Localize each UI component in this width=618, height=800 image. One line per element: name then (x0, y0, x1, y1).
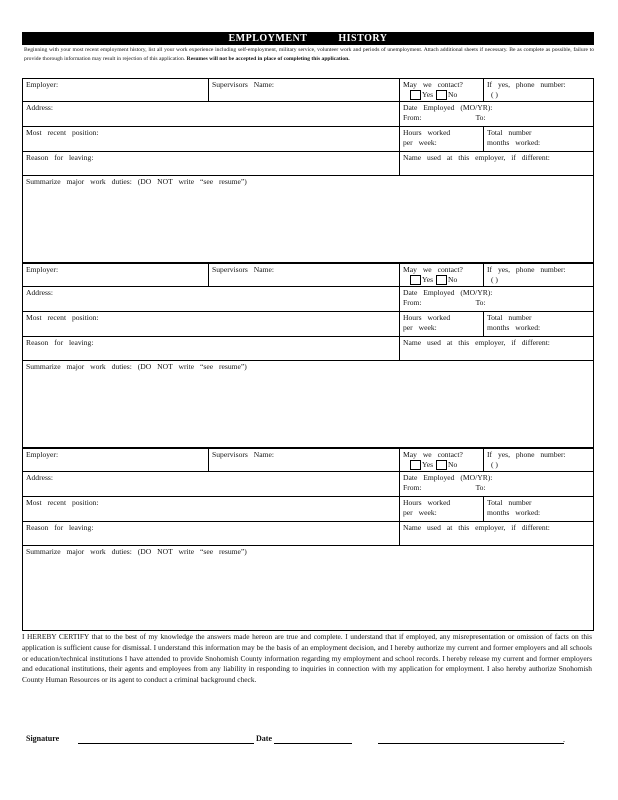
no-checkbox[interactable] (436, 460, 447, 470)
yes-label: Yes (422, 274, 434, 284)
reason-field[interactable] (23, 152, 400, 175)
date-employed-label: Date Employed (MO/YR): (403, 103, 493, 112)
may-contact-label: May we contact? (403, 265, 463, 274)
months-field[interactable] (484, 497, 593, 521)
employer-label: Employer: (26, 80, 59, 89)
to-label: To: (475, 297, 486, 307)
reason-field[interactable] (23, 522, 400, 545)
employment-block-1 (22, 79, 594, 263)
position-label: Most recent position: (26, 313, 99, 322)
may-contact-field (400, 79, 484, 101)
signature-line[interactable] (78, 743, 254, 744)
months-label: months worked: (487, 322, 541, 332)
to-label: To: (475, 482, 486, 492)
name-used-field[interactable] (400, 152, 593, 175)
address-label: Address: (26, 103, 53, 112)
employment-form (22, 78, 594, 631)
position-field[interactable] (23, 312, 400, 336)
yes-checkbox[interactable] (410, 460, 421, 470)
date-label: Date (256, 734, 272, 743)
employer-label: Employer: (26, 265, 59, 274)
reason-label: Reason for leaving: (26, 338, 94, 347)
supervisor-label: Supervisors Name: (212, 265, 274, 274)
name-used-field[interactable] (400, 337, 593, 360)
may-contact-label: May we contact? (403, 450, 463, 459)
date-employed-field[interactable] (400, 472, 593, 496)
employer-label: Employer: (26, 450, 59, 459)
months-label: months worked: (487, 137, 541, 147)
may-contact-field (400, 449, 484, 471)
may-contact-label: May we contact? (403, 80, 463, 89)
no-label: No (447, 459, 458, 469)
instructions-text: Beginning with your most recent employment history, list all your work experience including self-employment, military service, volunteer work and periods of unemployment. Attach additional sheets if necessary. Be as complete as possible, failure to provide thorough information may result in rejection of this application. (24, 47, 594, 62)
phone-label: If yes, phone number: (487, 80, 566, 89)
supervisor-label: Supervisors Name: (212, 450, 274, 459)
employment-block-3 (22, 448, 594, 631)
no-label: No (447, 274, 458, 284)
duties-field[interactable] (23, 176, 593, 262)
reason-field[interactable] (23, 337, 400, 360)
per-week-label: per week: (403, 507, 437, 517)
total-label: Total number (487, 313, 532, 322)
employer-field[interactable] (23, 449, 209, 471)
date-value-line[interactable] (378, 743, 564, 744)
hours-label: Hours worked (403, 313, 451, 322)
phone-field[interactable] (484, 449, 593, 471)
position-field[interactable] (23, 497, 400, 521)
address-label: Address: (26, 473, 53, 482)
phone-label: If yes, phone number: (487, 450, 566, 459)
per-week-label: per week: (403, 137, 437, 147)
to-label: To: (475, 112, 486, 122)
yes-checkbox[interactable] (410, 275, 421, 285)
title-word-history: HISTORY (338, 33, 388, 44)
from-label: From: (403, 482, 422, 492)
name-used-field[interactable] (400, 522, 593, 545)
date-employed-field[interactable] (400, 287, 593, 311)
total-label: Total number (487, 128, 532, 137)
phone-paren: ( ) (491, 459, 498, 469)
yes-checkbox[interactable] (410, 90, 421, 100)
address-field[interactable] (23, 287, 400, 311)
position-label: Most recent position: (26, 498, 99, 507)
address-label: Address: (26, 288, 53, 297)
name-used-label: Name used at this employer, if different: (403, 523, 550, 532)
name-used-label: Name used at this employer, if different: (403, 338, 550, 347)
phone-label: If yes, phone number: (487, 265, 566, 274)
instructions-bold: Resumes will not be accepted in place of completing this application. (186, 55, 350, 62)
employer-field[interactable] (23, 79, 209, 101)
months-field[interactable] (484, 127, 593, 151)
address-field[interactable] (23, 102, 400, 126)
duties-field[interactable] (23, 546, 593, 630)
no-checkbox[interactable] (436, 275, 447, 285)
title-word-employment: EMPLOYMENT (228, 33, 308, 44)
months-field[interactable] (484, 312, 593, 336)
duties-label: Summarize major work duties: (DO NOT write “see resume”) (26, 177, 247, 186)
end-mark: . (563, 735, 565, 744)
hours-label: Hours worked (403, 498, 451, 507)
total-label: Total number (487, 498, 532, 507)
supervisor-field[interactable] (209, 79, 400, 101)
instructions (24, 46, 594, 63)
supervisor-label: Supervisors Name: (212, 80, 274, 89)
signature-label: Signature (26, 734, 60, 743)
hours-label: Hours worked (403, 128, 451, 137)
yes-label: Yes (422, 89, 434, 99)
duties-label: Summarize major work duties: (DO NOT write “see resume”) (26, 362, 247, 371)
section-title (22, 32, 594, 45)
hours-field[interactable] (400, 312, 484, 336)
name-used-label: Name used at this employer, if different: (403, 153, 550, 162)
per-week-label: per week: (403, 322, 437, 332)
from-label: From: (403, 297, 422, 307)
hours-field[interactable] (400, 497, 484, 521)
reason-label: Reason for leaving: (26, 153, 94, 162)
no-label: No (447, 89, 458, 99)
hours-field[interactable] (400, 127, 484, 151)
duties-field[interactable] (23, 361, 593, 447)
certification-text: I HEREBY CERTIFY that to the best of my knowledge the answers made hereon are true and complete. I understand that if employed, any misrepresentation or omission of facts on this application is sufficient cause for dismissal. I understand this information may be the basis of an employment decision, and I hereby authorize my current and former employers and all schools or education/technical institutions I have attended to provide Snohomish County information regarding my employment and school records. I hereby release my current and former employers and educational institutions, their agents and employees from any liability in responding to inquiries in connection with my application for employment. I also hereby authorize Snohomish County Human Resources or its agent to conduct a criminal background check. (22, 632, 592, 685)
phone-paren: ( ) (491, 89, 498, 99)
phone-field[interactable] (484, 264, 593, 286)
date-employed-label: Date Employed (MO/YR): (403, 473, 493, 482)
address-field[interactable] (23, 472, 400, 496)
from-label: From: (403, 112, 422, 122)
no-checkbox[interactable] (436, 90, 447, 100)
reason-label: Reason for leaving: (26, 523, 94, 532)
position-label: Most recent position: (26, 128, 99, 137)
supervisor-field[interactable] (209, 449, 400, 471)
position-field[interactable] (23, 127, 400, 151)
phone-paren: ( ) (491, 274, 498, 284)
may-contact-field (400, 264, 484, 286)
employment-block-2 (22, 263, 594, 448)
date-employed-field[interactable] (400, 102, 593, 126)
duties-label: Summarize major work duties: (DO NOT write “see resume”) (26, 547, 247, 556)
yes-label: Yes (422, 459, 434, 469)
months-label: months worked: (487, 507, 541, 517)
supervisor-field[interactable] (209, 264, 400, 286)
phone-field[interactable] (484, 79, 593, 101)
date-line[interactable] (274, 743, 352, 744)
date-employed-label: Date Employed (MO/YR): (403, 288, 493, 297)
employer-field[interactable] (23, 264, 209, 286)
